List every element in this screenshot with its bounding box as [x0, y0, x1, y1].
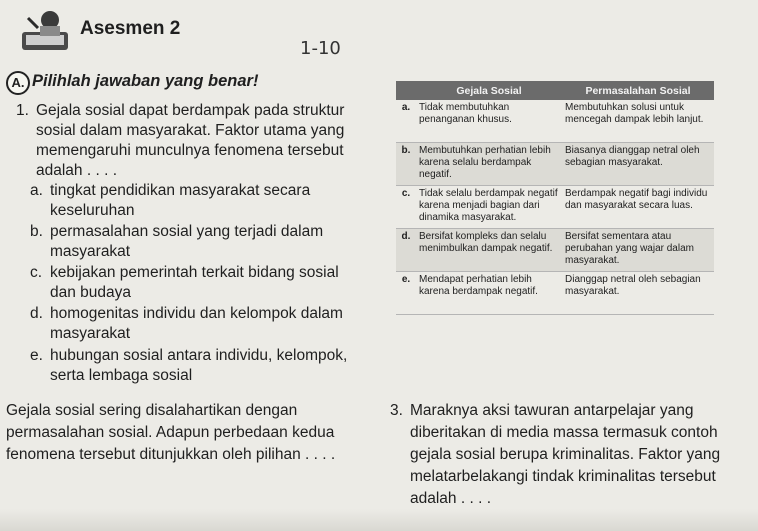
- section-title: Pilihlah jawaban yang benar!: [32, 72, 259, 90]
- option-a[interactable]: [30, 181, 360, 221]
- option-c[interactable]: [30, 263, 360, 303]
- option-b[interactable]: [30, 222, 360, 262]
- comparison-table: [396, 81, 714, 315]
- option-text: permasalahan sosial yang terjadi dalam masyarakat: [50, 223, 324, 260]
- option-letter: d.: [30, 305, 43, 322]
- option-e[interactable]: [30, 346, 360, 386]
- option-text: tingkat pendidikan masyarakat secara keseluruhan: [50, 182, 311, 219]
- question-3: [390, 400, 740, 510]
- option-letter: b.: [30, 223, 43, 240]
- handwritten-note: 1-10: [300, 38, 341, 59]
- table-cell: Tidak membutuhkan penanganan khusus.: [416, 100, 562, 143]
- table-cell: Berdampak negatif bagi individu dan masyarakat secara luas.: [562, 186, 714, 229]
- table-header: Gejala Sosial: [416, 81, 562, 100]
- row-letter: d.: [396, 229, 416, 272]
- question-1: [16, 101, 361, 181]
- table-cell: Bersifat kompleks dan selalu menimbulkan dampak negatif.: [416, 229, 562, 272]
- option-letter: a.: [30, 182, 43, 199]
- question-number: 1.: [16, 102, 29, 119]
- table-cell: Bersifat sementara atau perubahan yang wajar dalam masyarakat.: [562, 229, 714, 272]
- option-letter: e.: [30, 347, 43, 364]
- section-label: A.: [6, 71, 30, 95]
- table-cell: Biasanya dianggap netral oleh sebagian masyarakat.: [562, 143, 714, 186]
- question-text: Maraknya aksi tawuran antarpelajar yang diberitakan di media massa termasuk contoh gejala sosial berupa kriminalitas. Faktor yang melatarbelakangi tindak kriminalitas tersebut adalah . . . .: [410, 402, 721, 507]
- table-cell: Dianggap netral oleh sebagian masyarakat.: [562, 272, 714, 315]
- table-cell: Mendapat perhatian lebih karena berdampak negatif.: [416, 272, 562, 315]
- question-2-text: Gejala sosial sering disalahartikan dengan permasalahan sosial. Adapun perbedaan kedua fenomena tersebut ditunjukkan oleh pilihan . . . .: [6, 402, 336, 463]
- option-text: hubungan sosial antara individu, kelompok, serta lembaga sosial: [50, 347, 348, 384]
- table-row: [396, 272, 714, 315]
- table-row: [396, 229, 714, 272]
- question-text: Gejala sosial dapat berdampak pada struktur sosial dalam masyarakat. Faktor utama yang memengaruhi munculnya fenomena tersebut adalah . . . .: [36, 102, 345, 179]
- table-row: [396, 143, 714, 186]
- row-letter: e.: [396, 272, 416, 315]
- table-header: Permasalahan Sosial: [562, 81, 714, 100]
- option-letter: c.: [30, 264, 43, 281]
- table-cell: Membutuhkan solusi untuk mencegah dampak lebih lanjut.: [562, 100, 714, 143]
- table-cell: Membutuhkan perhatian lebih karena selalu berdampak negatif.: [416, 143, 562, 186]
- option-text: kebijakan pemerintah terkait bidang sosial dan budaya: [50, 264, 339, 301]
- table-row: [396, 100, 714, 143]
- option-text: homogenitas individu dan kelompok dalam masyarakat: [50, 305, 343, 342]
- row-letter: a.: [396, 100, 416, 143]
- row-letter: b.: [396, 143, 416, 186]
- table-header-row: [396, 81, 714, 100]
- table-row: [396, 186, 714, 229]
- page-title: Asesmen 2: [80, 18, 181, 39]
- table-cell: Tidak selalu berdampak negatif karena menjadi bagian dari dinamika masyarakat.: [416, 186, 562, 229]
- row-letter: c.: [396, 186, 416, 229]
- question-number: 3.: [390, 402, 403, 419]
- page-edge-shadow: [0, 509, 758, 531]
- option-d[interactable]: [30, 304, 360, 344]
- student-illustration-icon: [20, 8, 75, 54]
